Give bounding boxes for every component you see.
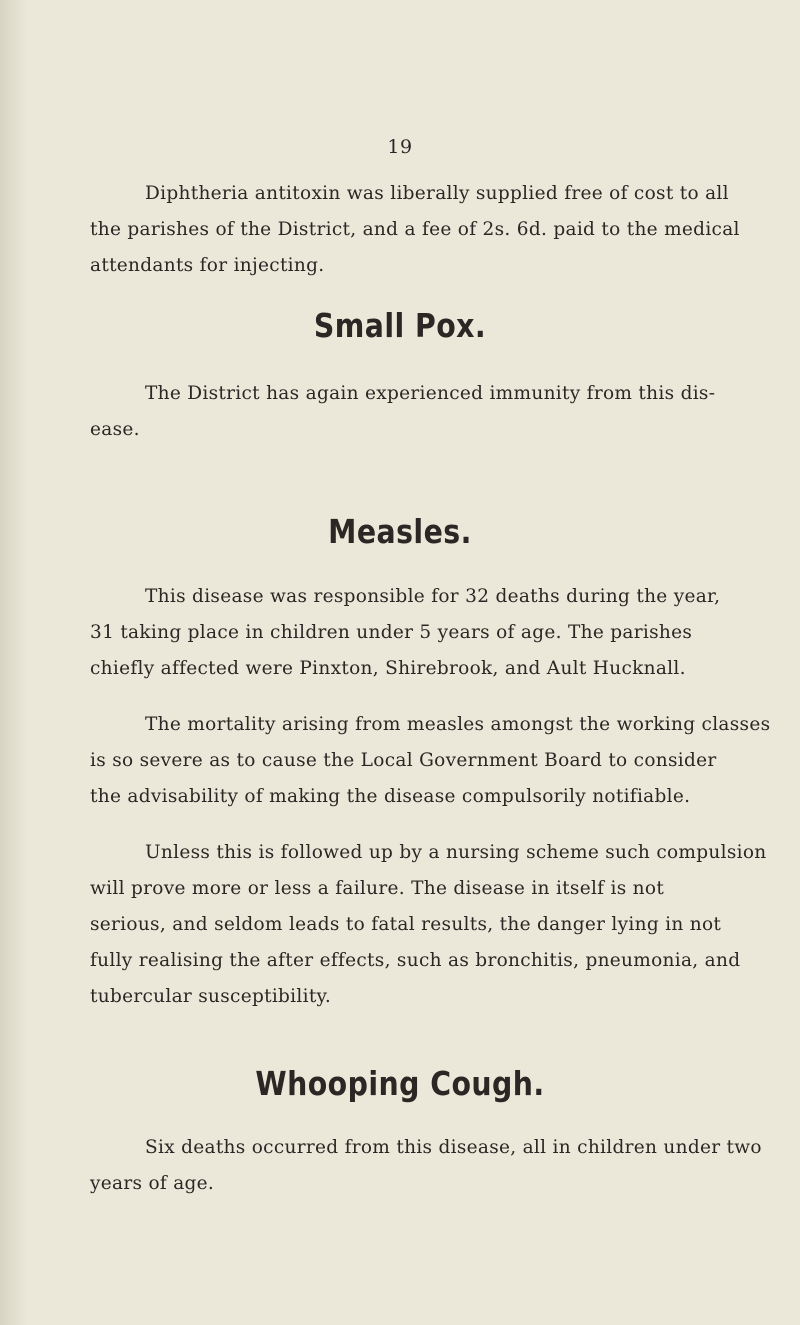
paragraph-line: Diphtheria antitoxin was liberally supplied free of cost to all <box>145 183 729 204</box>
paragraph-line: the advisability of making the disease compulsorily notifiable. <box>90 786 691 807</box>
page-number: 19 <box>387 136 413 158</box>
paragraph-line: The mortality arising from measles amongst the working classes <box>145 714 771 735</box>
small-pox-paragraph <box>90 376 735 448</box>
measles-paragraph-1 <box>90 579 735 687</box>
paragraph-line: This disease was responsible for 32 deaths during the year, <box>145 586 721 607</box>
whooping-cough-heading: Whooping Cough. <box>255 1064 545 1103</box>
paragraph-line: ease. <box>90 419 140 440</box>
paragraph-line: tubercular susceptibility. <box>90 986 332 1007</box>
paragraph-line: attendants for injecting. <box>90 255 325 276</box>
whooping-cough-paragraph <box>90 1130 762 1202</box>
paragraph-line: will prove more or less a failure. The disease in itself is not <box>90 878 665 899</box>
paragraph-line: is so severe as to cause the Local Government Board to consider <box>90 750 717 771</box>
paragraph-line: the parishes of the District, and a fee of 2s. 6d. paid to the medical <box>90 219 740 240</box>
small-pox-heading: Small Pox. <box>313 306 487 345</box>
measles-paragraph-2 <box>90 707 771 815</box>
diphtheria-paragraph <box>90 176 740 284</box>
paragraph-line: The District has again experienced immunity from this dis- <box>145 383 716 404</box>
paragraph-line: Six deaths occurred from this disease, all in children under two <box>145 1137 762 1158</box>
paragraph-line: chiefly affected were Pinxton, Shirebrook, and Ault Hucknall. <box>90 658 686 679</box>
measles-heading: Measles. <box>328 512 472 551</box>
measles-paragraph-3 <box>90 835 767 1015</box>
paragraph-line: serious, and seldom leads to fatal results, the danger lying in not <box>90 914 722 935</box>
paragraph-line: years of age. <box>90 1173 215 1194</box>
paragraph-line: 31 taking place in children under 5 years of age. The parishes <box>90 622 693 643</box>
paragraph-line: Unless this is followed up by a nursing scheme such compulsion <box>145 842 767 863</box>
paragraph-line: fully realising the after effects, such as bronchitis, pneumonia, and <box>90 950 741 971</box>
